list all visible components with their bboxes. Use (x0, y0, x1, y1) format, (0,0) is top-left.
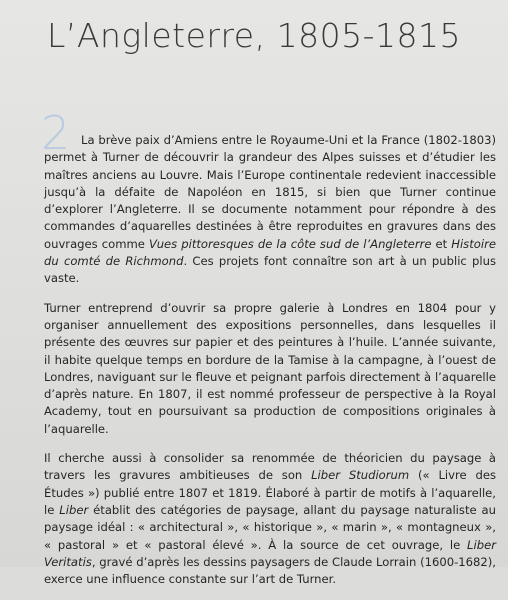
paragraph-1-text-b: et (431, 236, 452, 251)
paragraph-3-text-d: , gravé d’après les dessins paysagers de Claude Lorrain (1600-1682), exerce une influence constante sur l’art de Turner. (44, 554, 496, 587)
paragraph-3-text-c: établit des catégories de paysage, allant du paysage naturaliste au paysage idéal : « architectural », « historique », « marin », « montagneux », « pastoral » et « pastoral élevé ». À la source de cet ouvrage, le (44, 502, 496, 552)
paragraph-1-text-a: La brève paix d’Amiens entre le Royaume-Uni et la France (1802-1803) permet à Turner de découvrir la grandeur des Alpes suisses et d’étudier les maîtres anciens au Louvre. Mais l’Europe continentale redevient inaccessible jusqu’à la défaite de Napoléon en 1815, si bien que Turner continue d’explorer l’Angleterre. Il se documente notamment pour répondre à des commandes d’aquarelles destinées à être reproduites en gravures dans des ouvrages comme (44, 133, 496, 251)
book-title-liber-studiorum: Liber Studiorum (311, 468, 410, 483)
paragraph-3-text-a: Il cherche aussi à consolider sa renommée de théoricien du paysage à travers les gravures ambitieuses de son (44, 451, 496, 483)
book-title-histoire-richmond: Histoire du comté de Richmond (44, 236, 496, 269)
paragraph-1-text-c: . Ces projets font connaître son art à un public plus vaste. (44, 254, 496, 286)
book-title-vues-pittoresques: Vues pittoresques de la côte sud de l’Angleterre (148, 236, 432, 251)
book-title-liber-veritatis: Liber Veritatis (44, 537, 496, 569)
section-number: 2 (41, 106, 71, 160)
body-text (44, 132, 496, 600)
paragraph-3-text-b: (« Livre des Études ») publié entre 1807 et 1819. Élaboré à partir de motifs à l’aquarelle, le (44, 468, 496, 517)
book-title-liber: Liber (59, 502, 89, 517)
paragraph-1 (44, 132, 496, 288)
paragraph-2: Turner entreprend d’ouvrir sa propre galerie à Londres en 1804 pour y organiser annuellement des expositions personnelles, dans lesquelles il présente des œuvres sur papier et des peintures à l’huile. L’année suivante, il habite quelque temps en bordure de la Tamise à la campagne, à l’ouest de Londres, naviguant sur le fleuve et peignant parfois directement à l’aquarelle d’après nature. En 1807, il est nommé professeur de perspective à la Royal Academy, tout en poursuivant sa production de compositions originales à l’aquarelle. (44, 300, 496, 436)
paragraph-3 (44, 450, 496, 588)
page-title: L’Angleterre, 1805-1815 (47, 16, 461, 55)
